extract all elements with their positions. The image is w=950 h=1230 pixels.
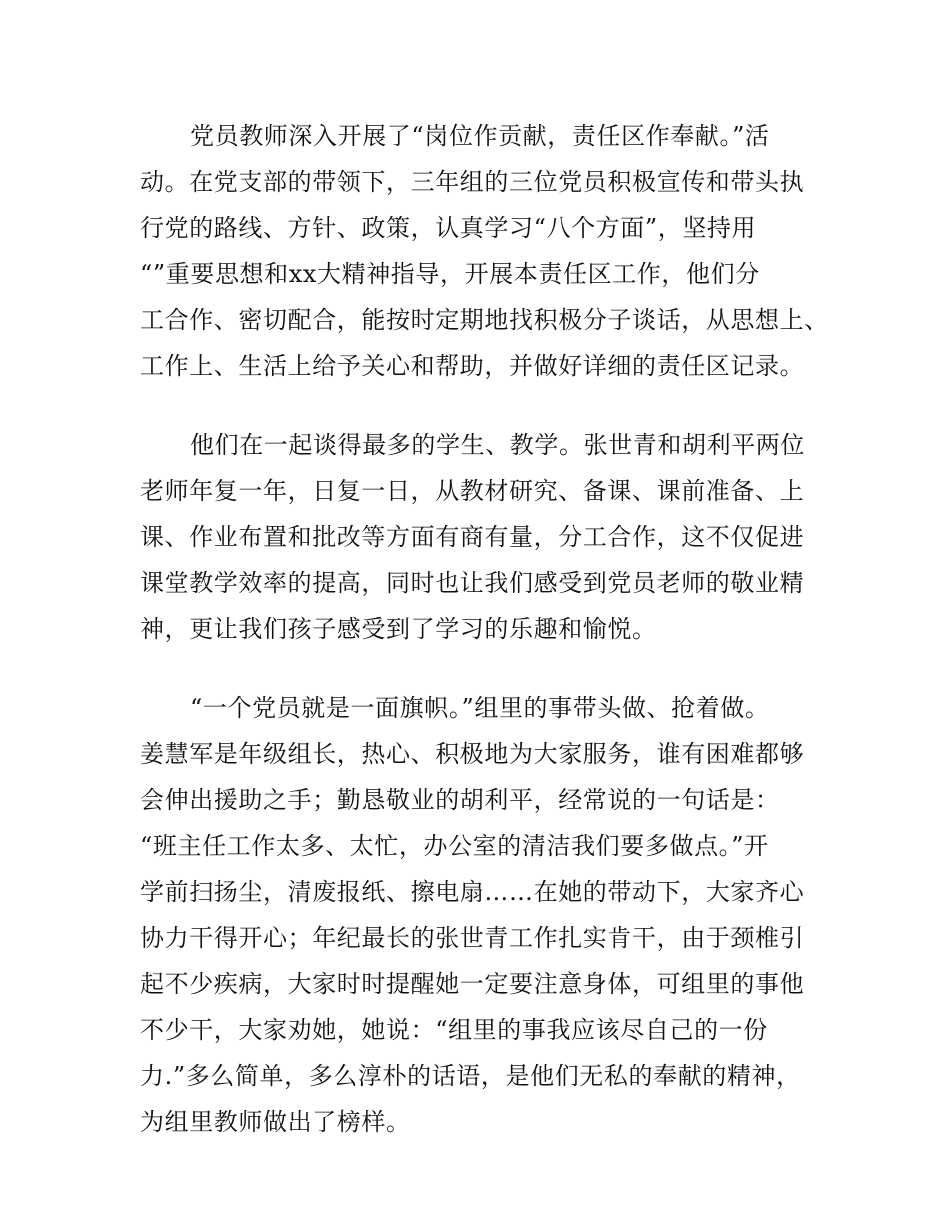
text-line: 工作上、生活上给予关心和帮助，并做好详细的责任区记录。	[140, 352, 805, 380]
text-line: 神，更让我们孩子感受到了学习的乐趣和愉悦。	[140, 615, 657, 643]
text-line: 行党的路线、方针、政策，认真学习“八个方面”，坚持用	[140, 214, 757, 242]
text-line: 起不少疾病，大家时时提醒她一定要注意身体，可组里的事他	[140, 970, 805, 998]
text-line: 姜慧军是年级组长，热心、积极地为大家服务，谁有困难都够	[140, 740, 805, 768]
text-line: 为组里教师做出了榜样。	[140, 1108, 411, 1136]
text-line: 学前扫扬尘，清废报纸、擦电扇……在她的带动下，大家齐心	[140, 878, 805, 906]
text-line: “一个党员就是一面旗帜。”组里的事带头做、抢着做。	[190, 694, 770, 722]
text-line: 课、作业布置和批改等方面有商有量，分工合作，这不仅促进	[140, 523, 805, 551]
text-line: 老师年复一年，日复一日，从教材研究、备课、课前准备、上	[140, 477, 805, 505]
text-line: 他们在一起谈得最多的学生、教学。张世青和胡利平两位	[190, 431, 805, 459]
paragraph-3	[140, 685, 840, 1145]
paragraph-2	[140, 422, 840, 652]
paragraph-1	[140, 113, 840, 389]
text-line: 工合作、密切配合，能按时定期地找积极分子谈话，从思想上、	[140, 306, 829, 334]
text-line: 动。在党支部的带领下，三年组的三位党员积极宣传和带头执	[140, 168, 805, 196]
text-line: 会伸出援助之手；勤恳敬业的胡利平，经常说的一句话是：	[140, 786, 780, 814]
text-line: 不少干，大家劝她，她说：“组里的事我应该尽自己的一份	[140, 1016, 768, 1044]
text-line: “班主任工作太多、太忙，办公室的清洁我们要多做点。”开	[140, 832, 769, 860]
text-line: “”重要思想和xx大精神指导，开展本责任区工作，他们分	[140, 260, 760, 288]
text-line: 力.”多么简单，多么淳朴的话语，是他们无私的奉献的精神，	[140, 1062, 801, 1090]
text-line: 协力干得开心；年纪最长的张世青工作扎实肯干，由于颈椎引	[140, 924, 805, 952]
text-line: 课堂教学效率的提高，同时也让我们感受到党员老师的敬业精	[140, 569, 805, 597]
text-line: 党员教师深入开展了“岗位作贡献，责任区作奉献。”活	[190, 122, 770, 150]
